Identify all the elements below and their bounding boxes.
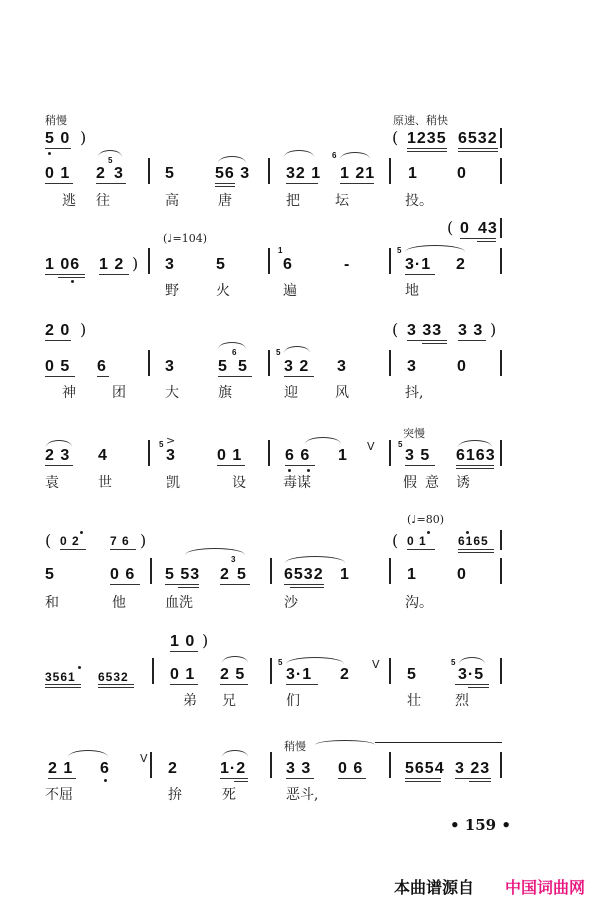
note: 1 06 (45, 256, 81, 273)
note: 3 (337, 358, 347, 375)
site-name-link[interactable]: 中国词曲网 (505, 878, 586, 897)
tempo-marking: 原速、稍快 (393, 114, 448, 127)
intro-notes: 3 33 (407, 322, 443, 339)
lyric: 恶斗, (286, 787, 319, 803)
note: 0 1 (45, 165, 71, 182)
lyric: 抖, (405, 385, 424, 401)
lyric: 风 (335, 385, 349, 401)
note: 3 (165, 358, 175, 375)
intro-notes: 0 2 (60, 534, 80, 548)
lyric: 袁 (45, 475, 59, 491)
intro-notes: 0 (460, 220, 470, 237)
lyric: 凯 (166, 475, 180, 491)
intro-notes: 1 0 (170, 633, 196, 650)
note: 0 (457, 358, 467, 375)
lyric: 逃 (62, 193, 76, 209)
lyric: 诱 (456, 475, 470, 491)
note: 5 (218, 358, 228, 375)
note: 1 (407, 566, 417, 583)
paren-close: ) (490, 320, 497, 339)
note: 2 5 (220, 666, 246, 683)
lyric: 们 (286, 693, 300, 709)
note: 6163 (456, 447, 496, 464)
note: 0 6 (338, 760, 364, 777)
lyric: 地 (405, 283, 419, 299)
lyric: 世 (98, 475, 112, 491)
lyric: 沙 (284, 595, 298, 611)
paren-close: ) (132, 254, 139, 273)
note: 4 (98, 447, 108, 464)
lyric: 野 (165, 283, 179, 299)
intro-notes: 6532 (458, 130, 498, 147)
note: 0 (457, 566, 467, 583)
note: 0 (457, 165, 467, 182)
note: 6 6 (285, 447, 311, 464)
lyric: 不屈 (45, 787, 73, 803)
intro-notes: 5 0 (45, 130, 71, 147)
paren-open: ( (45, 531, 52, 550)
paren-close: ) (140, 531, 147, 550)
note: 6 (97, 358, 107, 375)
lyric: 壮 (407, 693, 421, 709)
lyric: 兄 (222, 693, 236, 709)
note: 0 6 (110, 566, 136, 583)
note: 6532 (284, 566, 324, 583)
tempo-marking: 稍慢 (45, 114, 67, 127)
note: 3·1 (286, 666, 313, 683)
note: 3 5 (405, 447, 431, 464)
paren-close: ) (202, 631, 209, 650)
note: 3 2 (284, 358, 310, 375)
note: 32 1 (286, 165, 322, 182)
lyric: 唐 (218, 193, 232, 209)
paren-open: ( (392, 320, 399, 339)
intro-notes: 7 6 (110, 534, 130, 548)
note: 5 (237, 566, 247, 583)
note: 2 (220, 566, 230, 583)
note: 3 (166, 447, 176, 464)
lyric: 坛 (335, 193, 349, 209)
note: 3·5 (458, 666, 485, 683)
intro-notes: 1235 (407, 130, 447, 147)
note: 1·2 (220, 760, 247, 777)
intro-notes: 6165 (458, 534, 489, 548)
tempo-marking: (♩=104) (163, 232, 207, 245)
intro-notes: 43 (478, 220, 498, 237)
note: 3 (114, 165, 124, 182)
lyric: 和 (45, 595, 59, 611)
note: 2 3 (45, 447, 71, 464)
note: 5 (216, 256, 226, 273)
lyric: 弟 (183, 693, 197, 709)
tempo-marking: 突慢 (403, 427, 425, 440)
lyric: 假 (403, 475, 417, 491)
note: 3 3 (286, 760, 312, 777)
lyric: 拚 (168, 787, 182, 803)
lyric: 迎 (284, 385, 298, 401)
paren-open: ( (392, 128, 399, 147)
lyric: 投。 (405, 193, 433, 209)
note: 5654 (405, 760, 445, 777)
note: 5 (238, 358, 248, 375)
note: 2 (456, 256, 466, 273)
tempo-marking: 稍慢 (284, 740, 306, 753)
breath-mark: V (372, 658, 380, 671)
note: 1 (408, 165, 418, 182)
lyric: 大 (165, 385, 179, 401)
lyric: 遍 (283, 283, 297, 299)
note: 3 (165, 256, 175, 273)
lyric: 神 (62, 385, 76, 401)
lyric: 毒谋 (283, 475, 311, 491)
note: 2 (168, 760, 178, 777)
breath-mark: V (367, 440, 375, 453)
paren-close: ) (80, 320, 87, 339)
lyric: 高 (165, 193, 179, 209)
intro-notes: 3 3 (458, 322, 484, 339)
intro-notes: 0 1 (407, 534, 427, 548)
lyric: 把 (286, 193, 300, 209)
page-number: • 159 • (450, 816, 511, 834)
note: 3 (407, 358, 417, 375)
note: 5 (165, 165, 175, 182)
note: 5 53 (165, 566, 201, 583)
lyric: 旗 (218, 385, 232, 401)
lyric: 往 (96, 193, 110, 209)
lyric: 死 (222, 787, 236, 803)
paren-close: ) (80, 128, 87, 147)
note: 56 3 (215, 165, 251, 182)
lyric: 意 (425, 475, 439, 491)
note: 1 (338, 447, 348, 464)
note: 6532 (98, 670, 129, 684)
note: 0 1 (217, 447, 243, 464)
lyric: 血洗 (165, 595, 193, 611)
note: 2 1 (48, 760, 74, 777)
note: 2 (340, 666, 350, 683)
paren-open: ( (447, 218, 454, 237)
tempo-marking: (♩=80) (407, 513, 444, 526)
lyric: 设 (232, 475, 246, 491)
note: 2 (96, 165, 106, 182)
note: 1 21 (340, 165, 376, 182)
lyric: 沟。 (405, 595, 433, 611)
source-label: 本曲谱源自 (394, 878, 475, 897)
note: 3 23 (455, 760, 491, 777)
note: 1 2 (99, 256, 125, 273)
lyric: 火 (216, 283, 230, 299)
note: 3·1 (405, 256, 432, 273)
note: - (344, 256, 351, 273)
note: 6 (283, 256, 293, 273)
note: 6 (100, 760, 110, 777)
lyric: 团 (112, 385, 126, 401)
note: 5 (45, 566, 55, 583)
paren-open: ( (392, 531, 399, 550)
note: 5 (407, 666, 417, 683)
intro-notes: 2 0 (45, 322, 71, 339)
note: 1 (340, 566, 350, 583)
lyric: 他 (112, 595, 126, 611)
note: 0 5 (45, 358, 71, 375)
breath-mark: V (140, 752, 148, 765)
note: 0 1 (170, 666, 196, 683)
note: 3561 (45, 670, 76, 684)
lyric: 烈 (455, 693, 469, 709)
